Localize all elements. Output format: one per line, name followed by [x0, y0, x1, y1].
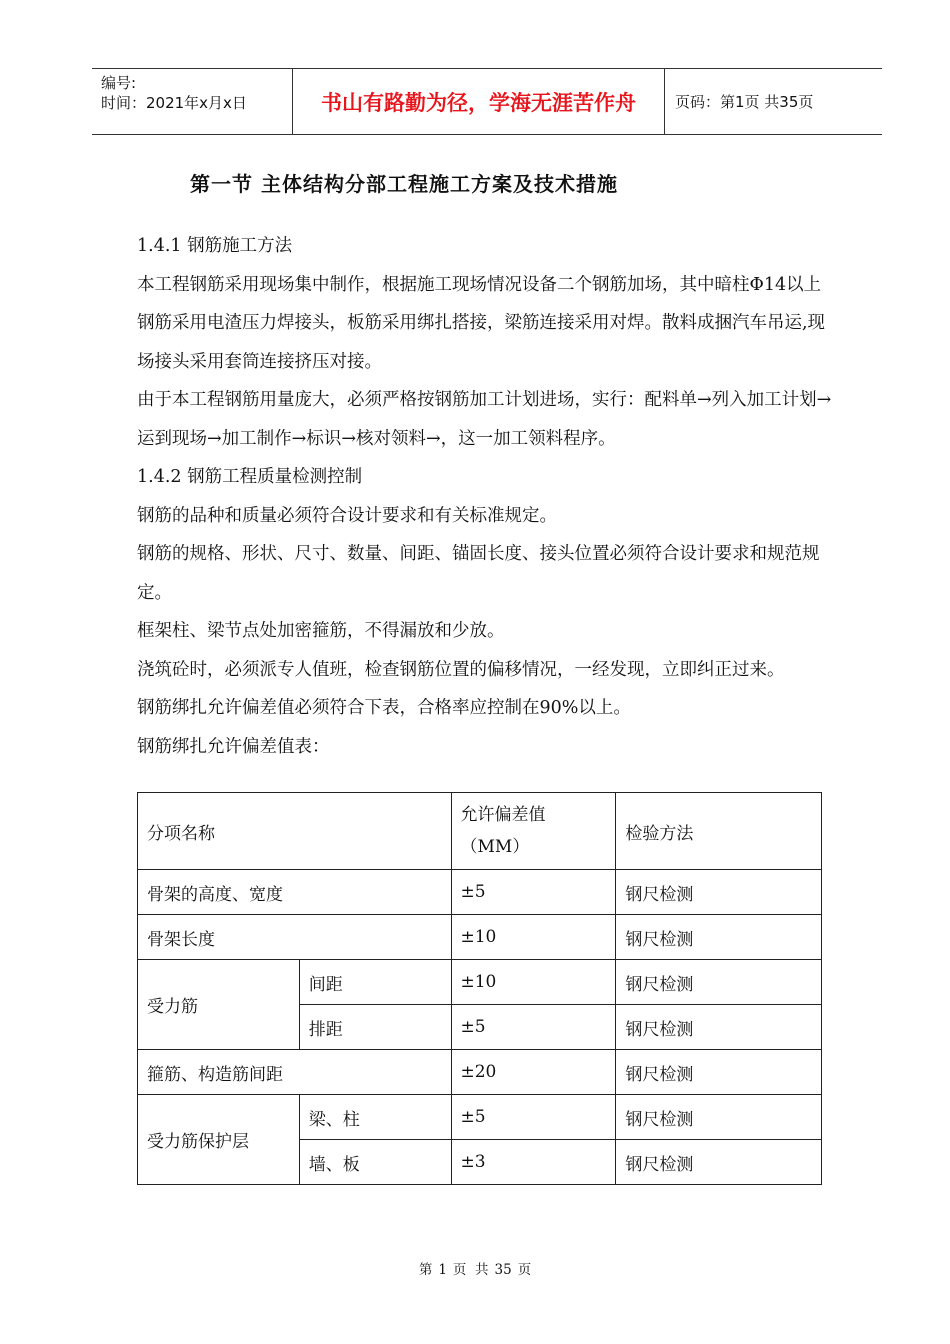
cell-method: 钢尺检测: [616, 870, 822, 915]
paragraph: 钢筋的品种和质量必须符合设计要求和有关标准规定。: [137, 505, 557, 526]
cell-item: 箍筋、构造筋间距: [138, 1050, 452, 1095]
time-label: 时间：2021年x月x日: [101, 94, 247, 112]
header-page-info: 页码：第1页 共35页: [675, 93, 814, 111]
table-row: [138, 1095, 822, 1140]
header-item: 分项名称: [138, 793, 452, 870]
page-footer: [0, 1258, 950, 1278]
section-title: 第一节 主体结构分部工程施工方案及技术措施: [190, 172, 618, 196]
cell-group: 受力筋保护层: [138, 1095, 300, 1185]
cell-tolerance: ±10: [451, 960, 616, 1005]
cell-method: 钢尺检测: [616, 1140, 822, 1185]
cell-item: 骨架的高度、宽度: [138, 870, 452, 915]
cell-method: 钢尺检测: [616, 915, 822, 960]
paragraph: 钢筋绑扎允许偏差值必须符合下表，合格率应控制在90%以上。: [137, 698, 631, 718]
cell-sub: 墙、板: [299, 1140, 451, 1185]
cell-method: 钢尺检测: [616, 1050, 822, 1095]
table-row: [138, 960, 822, 1005]
footer-suffix: 页: [517, 1262, 532, 1278]
tolerance-table: [137, 792, 822, 1185]
header-method: 检验方法: [616, 793, 822, 870]
subsection-heading-1: 1.4.1 钢筋施工方法: [137, 236, 293, 256]
cell-sub: 排距: [299, 1005, 451, 1050]
cell-tolerance: ±5: [451, 870, 616, 915]
header-tolerance: 允许偏差值 （MM）: [451, 793, 616, 870]
paragraph: 由于本工程钢筋用量庞大，必须严格按钢筋加工计划进场，实行：配料单→列入加工计划→运到现场→加工制作→标识→核对领料→，这一加工领料程序。: [137, 390, 832, 449]
cell-tolerance: ±20: [451, 1050, 616, 1095]
paragraph: 钢筋的规格、形状、尺寸、数量、间距、锚固长度、接头位置必须符合设计要求和规范规定。: [137, 544, 820, 603]
table-row: [138, 915, 822, 960]
header-motto: 书山有路勤为径，学海无涯苦作舟: [292, 69, 665, 134]
table-row: [138, 870, 822, 915]
footer-prefix: 第: [418, 1262, 433, 1278]
page-header: [92, 68, 882, 135]
table-header-row: [138, 793, 822, 870]
paragraph: 框架柱、梁节点处加密箍筋，不得漏放和少放。: [137, 621, 505, 641]
paragraph: 浇筑砼时，必须派专人值班，检查钢筋位置的偏移情况，一经发现，立即纠正过来。: [137, 659, 785, 680]
cell-item: 骨架长度: [138, 915, 452, 960]
table-row: [138, 1050, 822, 1095]
cell-group: 受力筋: [138, 960, 300, 1050]
footer-mid: 页 共: [452, 1262, 489, 1278]
subsection-heading-2: 1.4.2 钢筋工程质量检测控制: [137, 467, 363, 487]
cell-tolerance: ±5: [451, 1005, 616, 1050]
cell-sub: 间距: [299, 960, 451, 1005]
cell-tolerance: ±10: [451, 915, 616, 960]
serial-label: 编号:: [101, 74, 137, 92]
header-meta: [92, 69, 292, 134]
cell-sub: 梁、柱: [299, 1095, 451, 1140]
footer-total-pages: 35: [494, 1262, 512, 1278]
cell-tolerance: ±3: [451, 1140, 616, 1185]
table-caption: 钢筋绑扎允许偏差值表：: [137, 736, 330, 757]
paragraph: 本工程钢筋采用现场集中制作，根据施工现场情况设备二个钢筋加场，其中暗柱Φ14以上钢筋采用电渣压力焊接头，板筋采用绑扎搭接，梁筋连接采用对焊。散料成捆汽车吊运,现场接头采用套筒连接挤压对接。: [137, 274, 826, 372]
body-text: [137, 227, 837, 766]
cell-method: 钢尺检测: [616, 1005, 822, 1050]
footer-page-number: 1: [438, 1262, 447, 1278]
cell-method: 钢尺检测: [616, 1095, 822, 1140]
cell-tolerance: ±5: [451, 1095, 616, 1140]
cell-method: 钢尺检测: [616, 960, 822, 1005]
